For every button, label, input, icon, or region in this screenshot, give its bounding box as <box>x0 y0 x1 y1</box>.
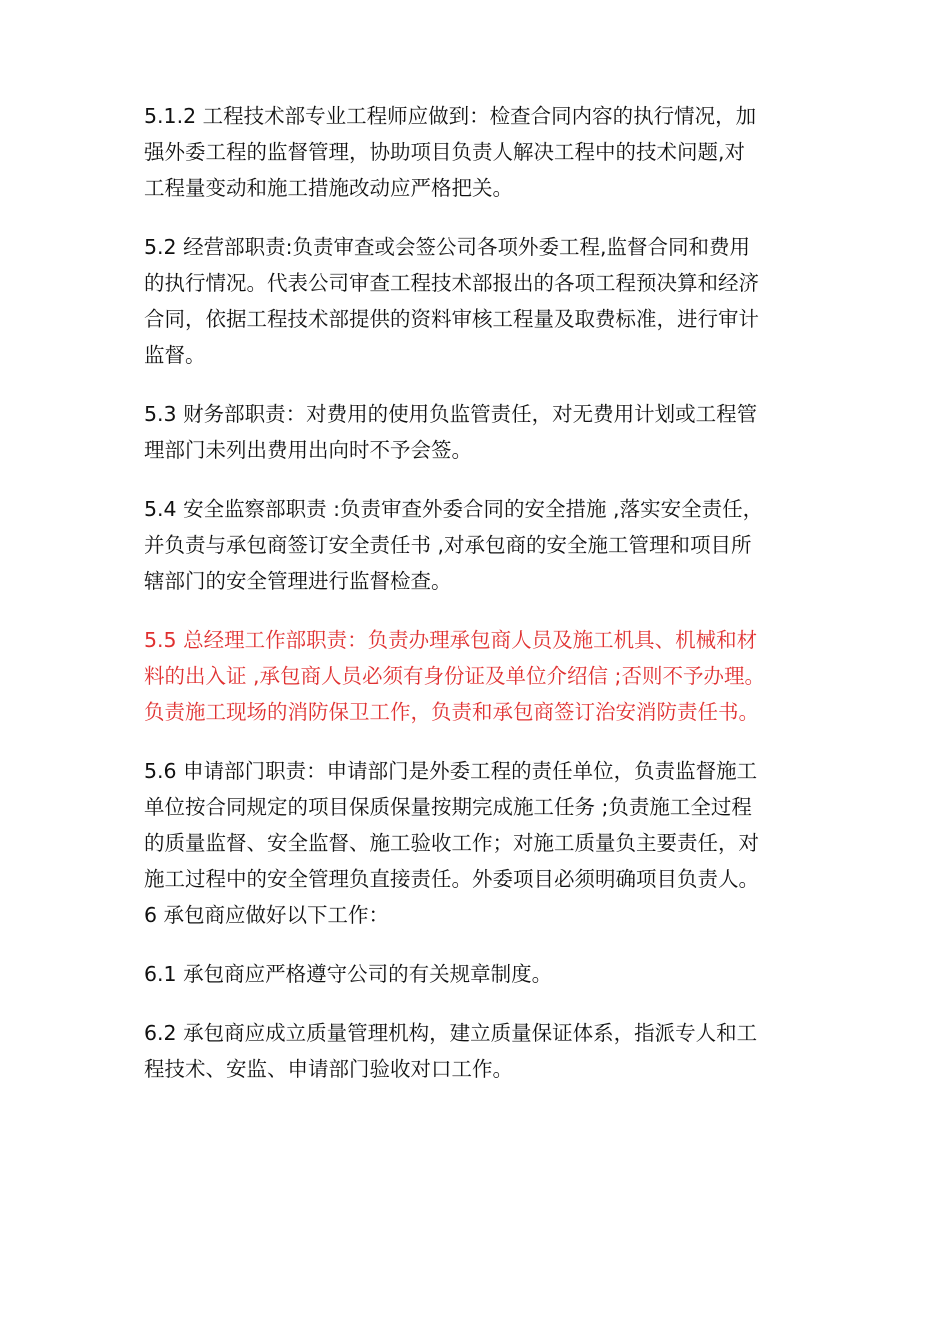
text-line: 工程量变动和施工措施改动应严格把关。 <box>144 176 513 200</box>
text-line: 辖部门的安全管理进行监督检查。 <box>144 569 452 593</box>
text-line: 6 承包商应做好以下工作： <box>144 903 390 927</box>
text-line: 的质量监督、安全监督、施工验收工作；对施工质量负主要责任，对 <box>144 831 759 855</box>
text-line: 程技术、安监、申请部门验收对口工作。 <box>144 1057 513 1081</box>
text-line: 并负责与承包商签订安全责任书 ,对承包商的安全施工管理和项目所 <box>144 533 752 557</box>
text-line: 料的出入证 ,承包商人员必须有身份证及单位介绍信 ;否则不予办理。 <box>144 664 765 688</box>
paragraph-5-3 <box>144 396 816 468</box>
text-line: 合同，依据工程技术部提供的资料审核工程量及取费标准，进行审计 <box>144 307 759 331</box>
text-line: 6.2 承包商应成立质量管理机构，建立质量保证体系，指派专人和工 <box>144 1021 758 1045</box>
paragraph-5-1-2 <box>144 98 816 206</box>
text-line: 监督。 <box>144 343 206 367</box>
text-line: 理部门未列出费用出向时不予会签。 <box>144 438 472 462</box>
text-line: 的执行情况。代表公司审查工程技术部报出的各项工程预决算和经济 <box>144 271 759 295</box>
paragraph-5-5-highlighted <box>144 622 816 730</box>
text-line: 6.1 承包商应严格遵守公司的有关规章制度。 <box>144 962 553 986</box>
paragraph-6-1 <box>144 956 816 992</box>
paragraph-5-4 <box>144 491 816 599</box>
text-line: 5.4 安全监察部职责 :负责审查外委合同的安全措施 ,落实安全责任， <box>144 497 764 521</box>
text-line: 5.1.2 工程技术部专业工程师应做到：检查合同内容的执行情况，加 <box>144 104 757 128</box>
section-6-heading <box>144 897 816 933</box>
paragraph-5-2 <box>144 229 816 373</box>
document-page <box>144 98 816 1110</box>
paragraph-6-2 <box>144 1015 816 1087</box>
paragraph-5-6 <box>144 753 816 897</box>
text-line: 5.2 经营部职责:负责审查或会签公司各项外委工程,监督合同和费用 <box>144 235 751 259</box>
text-line: 负责施工现场的消防保卫工作，负责和承包商签订治安消防责任书。 <box>144 700 759 724</box>
text-line: 5.3 财务部职责：对费用的使用负监管责任，对无费用计划或工程管 <box>144 402 758 426</box>
text-line: 5.5 总经理工作部职责：负责办理承包商人员及施工机具、机械和材 <box>144 628 758 652</box>
text-line: 施工过程中的安全管理负直接责任。外委项目必须明确项目负责人。 <box>144 867 759 891</box>
text-line: 单位按合同规定的项目保质保量按期完成施工任务 ;负责施工全过程 <box>144 795 752 819</box>
text-line: 5.6 申请部门职责：申请部门是外委工程的责任单位，负责监督施工 <box>144 759 758 783</box>
text-line: 强外委工程的监督管理，协助项目负责人解决工程中的技术问题,对 <box>144 140 746 164</box>
